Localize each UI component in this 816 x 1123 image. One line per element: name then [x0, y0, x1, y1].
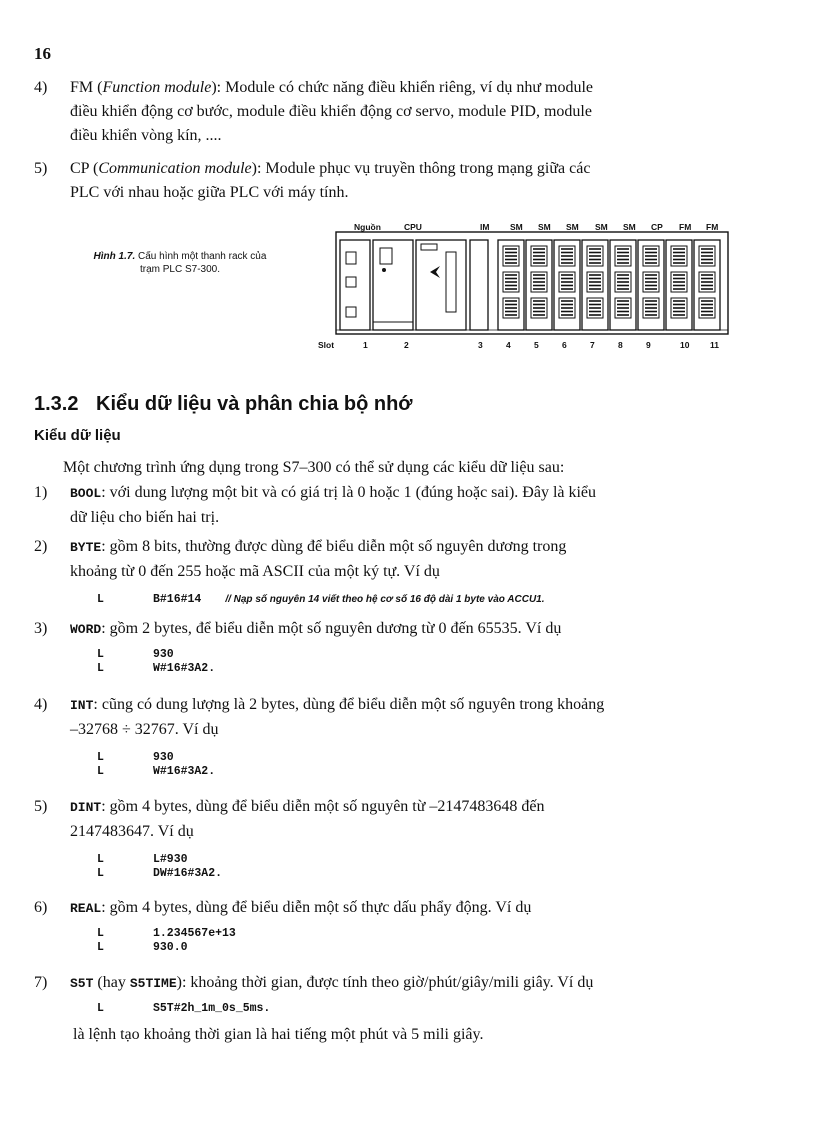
slot-number: 5: [534, 340, 539, 350]
item-text-line: dữ liệu cho biến hai trị.: [70, 509, 220, 526]
slot-number: 6: [562, 340, 567, 350]
slot-number: 11: [710, 340, 719, 350]
slot-number: 3: [478, 340, 483, 350]
code-op: L: [97, 1002, 104, 1015]
list-item-fm: [34, 76, 764, 148]
slot-number: 10: [680, 340, 690, 350]
code-arg: W#16#3A2.: [153, 662, 216, 675]
rack-module-label: SM: [566, 222, 579, 232]
item-number: 5): [34, 160, 48, 177]
type-item-real: [34, 896, 764, 920]
code-op: L: [97, 662, 104, 675]
slot-number: 4: [506, 340, 511, 350]
item-text: : cũng có dung lượng là 2 bytes, dùng để biểu diễn một số nguyên trong khoảng: [93, 696, 605, 713]
item-text-line: PLC với nhau hoặc giữa PLC với máy tính.: [70, 184, 349, 201]
code-op: L: [97, 927, 104, 940]
signal-module: [498, 240, 524, 330]
code-arg: W#16#3A2.: [153, 765, 216, 778]
cpu-module: [373, 240, 413, 330]
rack-module-label: CP: [651, 222, 663, 232]
signal-module: [610, 240, 636, 330]
type-term: WORD: [70, 622, 102, 637]
code-block-word: [97, 648, 215, 676]
type-item-word: [34, 617, 764, 641]
im-module: [470, 240, 488, 330]
rack-module-label: FM: [679, 222, 692, 232]
item-number: 4): [34, 79, 48, 96]
item-body: [70, 896, 764, 921]
item-body: [70, 795, 764, 844]
code-block-dint: [97, 853, 222, 881]
code-arg: DW#16#3A2.: [153, 867, 223, 880]
item-text: ): Module phục vụ truyền thông trong mạng giữa các: [251, 160, 591, 177]
signal-module: [582, 240, 608, 330]
type-item-int: [34, 693, 764, 741]
code-op: L: [97, 853, 104, 866]
intro-paragraph: Một chương trình ứng dụng trong S7–300 có thể sử dụng các kiểu dữ liệu sau:: [63, 459, 565, 476]
item-text: ): khoảng thời gian, được tính theo giờ/phút/giây/mili giây. Ví dụ: [176, 974, 594, 991]
code-op: L: [97, 867, 104, 880]
item-text-line: điều khiển vòng kín, ....: [70, 127, 222, 144]
item-number: 1): [34, 484, 48, 501]
signal-module: [694, 240, 720, 330]
item-body: [70, 693, 764, 742]
item-number: 5): [34, 798, 48, 815]
code-arg: L#930: [153, 853, 188, 866]
type-item-bool: [34, 481, 764, 529]
code-arg: 930: [153, 648, 174, 661]
figure-caption: [55, 250, 305, 276]
code-block-real: [97, 927, 236, 955]
page-number: 16: [34, 44, 51, 63]
item-body: [70, 76, 764, 148]
rack-module-label: SM: [510, 222, 523, 232]
type-item-dint: [34, 795, 764, 843]
signal-module: [526, 240, 552, 330]
type-item-s5t: [34, 971, 764, 995]
rack-diagram: [318, 222, 738, 352]
power-supply-module: [340, 240, 370, 330]
code-op: L: [97, 648, 104, 661]
signal-module: [554, 240, 580, 330]
section-number: 1.3.2: [34, 393, 79, 415]
item-text: ): Module có chức năng điều khiển riêng, ví dụ như module: [211, 79, 594, 96]
code-arg: S5T#2h_1m_0s_5ms.: [153, 1002, 271, 1015]
type-term: S5T: [70, 976, 94, 991]
item-number: 2): [34, 538, 48, 555]
rack-module-label: SM: [538, 222, 551, 232]
item-term: Communication module: [98, 160, 252, 177]
type-item-byte: [34, 535, 764, 583]
item-prefix: FM (: [70, 79, 103, 96]
code-op: L: [97, 765, 104, 778]
item-body: [70, 481, 764, 530]
type-term: DINT: [70, 800, 102, 815]
code-arg: B#16#14: [153, 593, 202, 606]
code-op: L: [97, 593, 104, 606]
caption-label: Hình 1.7.: [93, 251, 136, 262]
rack-module-label: IM: [480, 222, 490, 232]
item-number: 6): [34, 899, 48, 916]
rack-module-label: FM: [706, 222, 719, 232]
code-arg: 930.0: [153, 941, 188, 954]
slot-number: 9: [646, 340, 651, 350]
caption-text: Cấu hình một thanh rack của: [138, 251, 267, 262]
item-text-line: 2147483647. Ví dụ: [70, 823, 194, 840]
rack-module-label: SM: [623, 222, 636, 232]
type-term: REAL: [70, 901, 102, 916]
code-block-int: [97, 751, 215, 779]
type-term: S5TIME: [129, 976, 177, 991]
signal-module: [666, 240, 692, 330]
slot-number: 8: [618, 340, 623, 350]
slot-number: 7: [590, 340, 595, 350]
code-block-s5t: [97, 1002, 270, 1016]
item-prefix: CP (: [70, 160, 99, 177]
slot-label: Slot: [318, 340, 335, 350]
item-text: : gồm 4 bytes, dùng để biểu diễn một số nguyên từ –2147483648 đến: [101, 798, 545, 815]
type-term: BYTE: [70, 540, 102, 555]
code-block-byte: [97, 593, 545, 607]
section-heading: [34, 393, 413, 416]
item-text-line: điều khiển động cơ bước, module điều khiển động cơ servo, module PID, module: [70, 103, 592, 120]
item-body: [70, 971, 764, 996]
code-op: L: [97, 751, 104, 764]
code-arg: 930: [153, 751, 174, 764]
item-text-line: –32768 ÷ 32767. Ví dụ: [70, 721, 219, 738]
rack-module-label: Nguồn: [354, 222, 381, 232]
item-text: : gồm 2 bytes, để biểu diễn một số nguyên dương từ 0 đến 65535. Ví dụ: [101, 620, 562, 637]
caption-text-line: trạm PLC S7-300.: [139, 264, 221, 275]
item-body: [70, 157, 764, 205]
item-text: (hay: [93, 974, 130, 991]
item-text: : gồm 8 bits, thường được dùng để biểu diễn một số nguyên dương trong: [101, 538, 567, 555]
slot-number: 2: [404, 340, 409, 350]
section-title: Kiểu dữ liệu và phân chia bộ nhớ: [96, 393, 413, 415]
type-term: BOOL: [70, 486, 102, 501]
item-text: : gồm 4 bytes, dùng để biểu diễn một số thực dấu phẩy động. Ví dụ: [101, 899, 532, 916]
rack-module-label: SM: [595, 222, 608, 232]
item-number: 4): [34, 696, 48, 713]
trailer-paragraph: là lệnh tạo khoảng thời gian là hai tiếng một phút và 5 mili giây.: [73, 1026, 484, 1043]
item-body: [70, 617, 764, 642]
type-term: INT: [70, 698, 94, 713]
item-body: [70, 535, 764, 584]
subheading: Kiểu dữ liệu: [34, 427, 121, 444]
item-number: 7): [34, 974, 48, 991]
cpu-module-2: [416, 240, 466, 330]
list-item-cp: [34, 157, 764, 205]
code-op: L: [97, 941, 104, 954]
item-term: Function module: [102, 79, 212, 96]
slot-number: 1: [363, 340, 368, 350]
item-number: 3): [34, 620, 48, 637]
code-arg: 1.234567e+13: [153, 927, 236, 940]
signal-module: [638, 240, 664, 330]
rack-module-label: CPU: [404, 222, 422, 232]
item-text: : với dung lượng một bit và có giá trị là 0 hoặc 1 (đúng hoặc sai). Đây là kiểu: [101, 484, 597, 501]
code-comment: // Nạp số nguyên 14 viết theo hệ cơ số 16 độ dài 1 byte vào ACCU1.: [225, 594, 545, 605]
item-text-line: khoảng từ 0 đến 255 hoặc mã ASCII của một ký tự. Ví dụ: [70, 563, 440, 580]
